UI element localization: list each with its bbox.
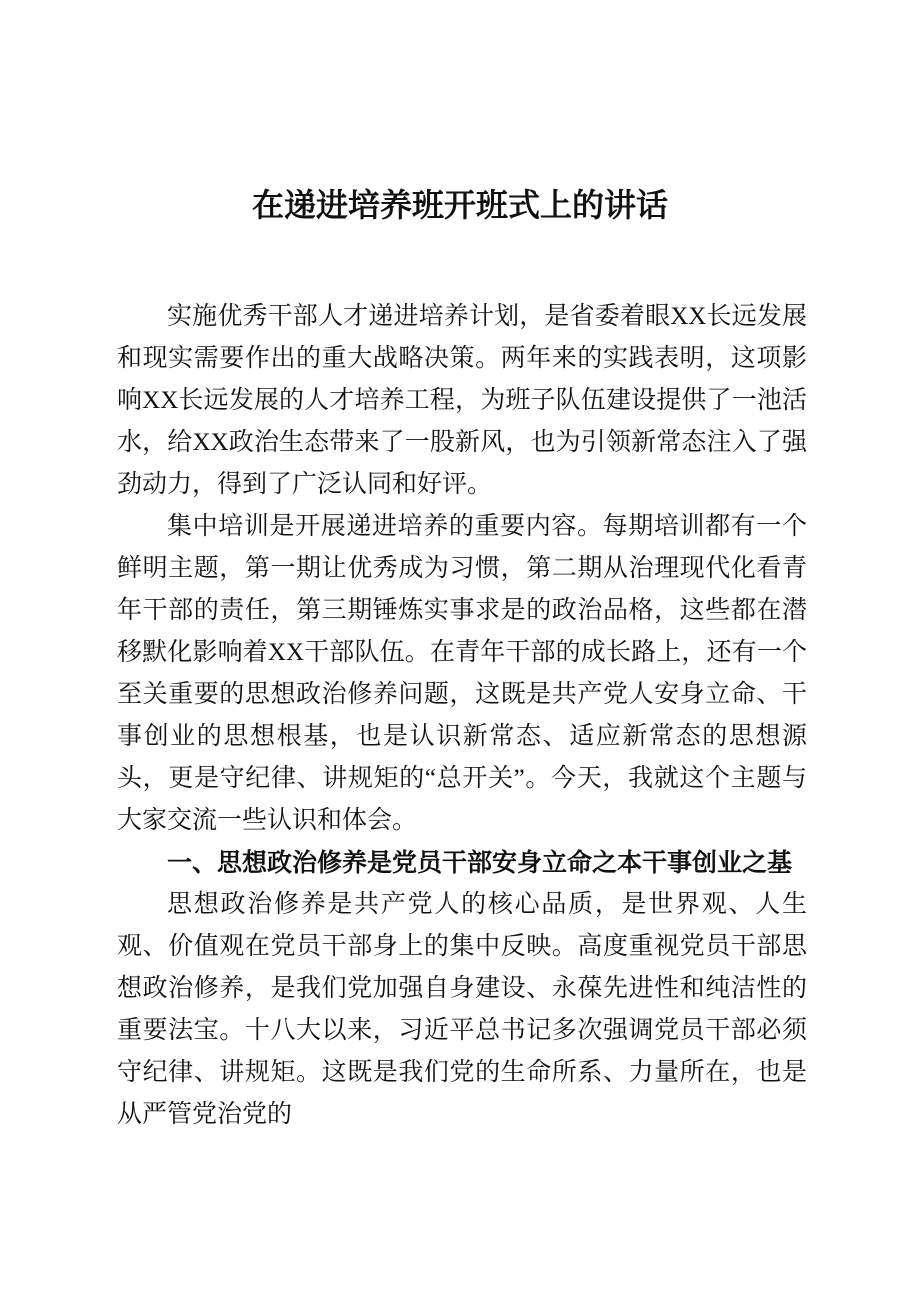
document-title: 在递进培养班开班式上的讲话 (251, 187, 668, 223)
document-body (117, 296, 807, 1136)
section-heading-1: 一、思想政治修养是党员干部安身立命之本干事创业之基 (167, 849, 793, 877)
paragraph-intro: 实施优秀干部人才递进培养计划，是省委着眼XX长远发展和现实需要作出的重大战略决策。两年来的实践表明，这项影响XX长远发展的人才培养工程，为班子队伍建设提供了一池活水，给XX政治生态带来了一股新风，也为引领新常态注入了强劲动力，得到了广泛认同和好评。 (117, 303, 807, 498)
paragraph-training: 集中培训是开展递进培养的重要内容。每期培训都有一个鲜明主题，第一期让优秀成为习惯，第二期从治理现代化看青年干部的责任，第三期锤炼实事求是的政治品格，这些都在潜移默化影响着XX干部队伍。在青年干部的成长路上，还有一个至关重要的思想政治修养问题，这既是共产党人安身立命、干事创业的思想根基，也是认识新常态、适应新常态的思想源头，更是守纪律、讲规矩的“总开关”。今天，我就这个主题与大家交流一些认识和体会。 (117, 513, 807, 834)
paragraph-section1-body: 思想政治修养是共产党人的核心品质，是世界观、人生观、价值观在党员干部身上的集中反映。高度重视党员干部思想政治修养，是我们党加强自身建设、永葆先进性和纯洁性的重要法宝。十八大以来，习近平总书记多次强调党员干部必须守纪律、讲规矩。这既是我们党的生命所系、力量所在，也是从严管党治党的 (117, 891, 807, 1128)
